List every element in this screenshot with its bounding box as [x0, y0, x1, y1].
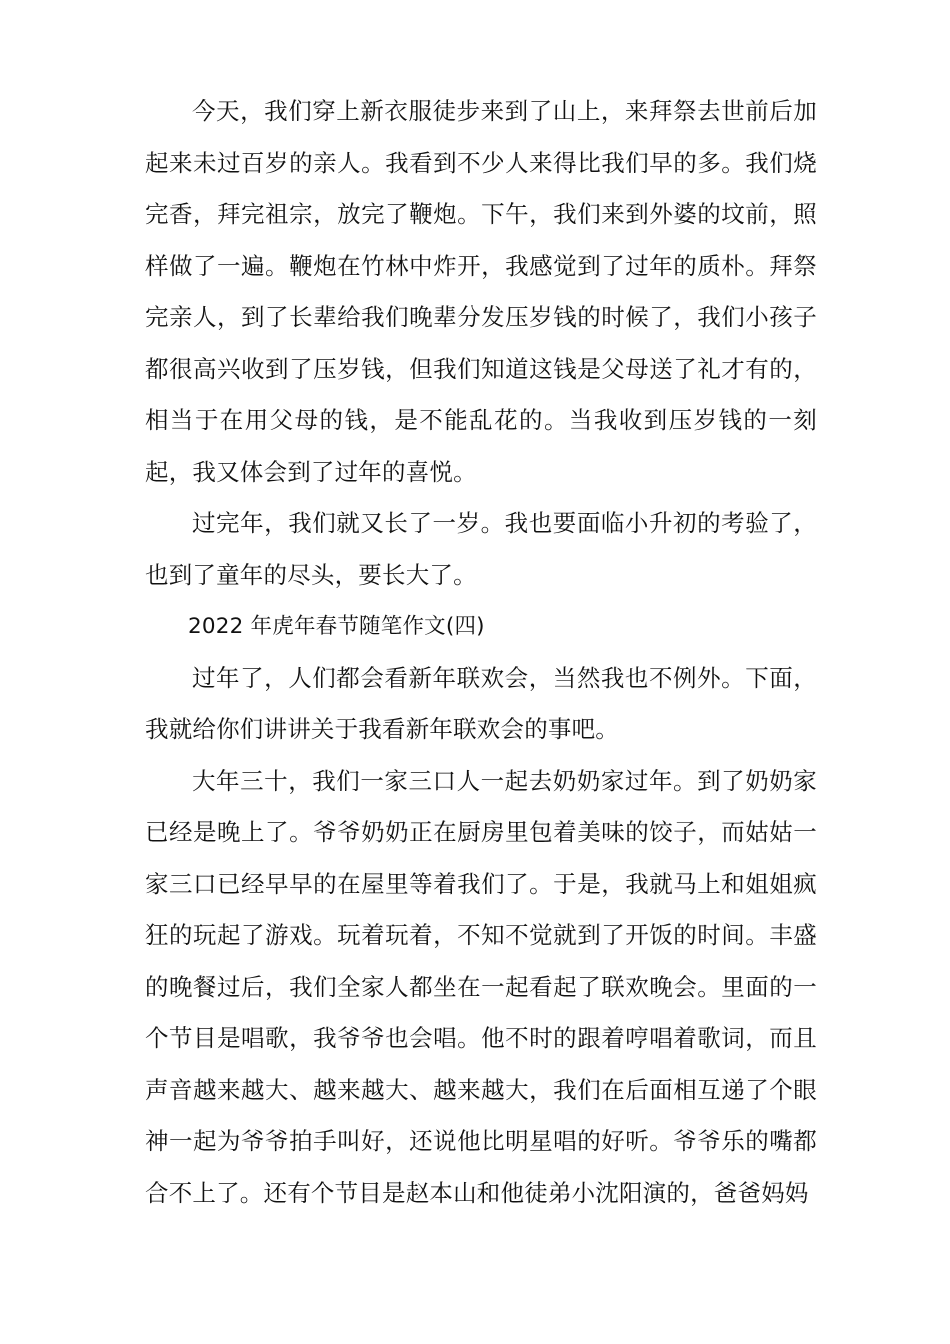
paragraph-2: 过完年，我们就又长了一岁。我也要面临小升初的考验了，也到了童年的尽头，要长大了。	[145, 509, 817, 589]
paragraph-1: 今天，我们穿上新衣服徒步来到了山上，来拜祭去世前后加起来未过百岁的亲人。我看到不少人来得比我们早的多。我们烧完香，拜完祖宗，放完了鞭炮。下午，我们来到外婆的坟前，照样做了一遍。鞭炮在竹林中炸开，我感觉到了过年的质朴。拜祭完亲人，到了长辈给我们晚辈分发压岁钱的时候了，我们小孩子都很高兴收到了压岁钱，但我们知道这钱是父母送了礼才有的，相当于在用父母的钱，是不能乱花的。当我收到压岁钱的一刻起，我又体会到了过年的喜悦。	[145, 97, 817, 486]
paragraph-3: 过年了，人们都会看新年联欢会，当然我也不例外。下面，我就给你们讲讲关于我看新年联欢会的事吧。	[145, 663, 817, 743]
document-body	[145, 86, 817, 1219]
paragraph-4: 大年三十，我们一家三口人一起去奶奶家过年。到了奶奶家已经是晚上了。爷爷奶奶正在厨房里包着美味的饺子，而姑姑一家三口已经早早的在屋里等着我们了。于是，我就马上和姐姐疯狂的玩起了游戏。玩着玩着，不知不觉就到了开饭的时间。丰盛的晚餐过后，我们全家人都坐在一起看起了联欢晚会。里面的一个节目是唱歌，我爷爷也会唱。他不时的跟着哼唱着歌词，而且声音越来越大、越来越大、越来越大，我们在后面相互递了个眼神一起为爷爷拍手叫好，还说他比明星唱的好听。爷爷乐的嘴都合不上了。还有个节目是赵本山和他徒弟小沈阳演的，爸爸妈妈	[145, 766, 817, 1207]
section-heading: 2022 年虎年春节随笔作文(四)	[188, 614, 485, 639]
